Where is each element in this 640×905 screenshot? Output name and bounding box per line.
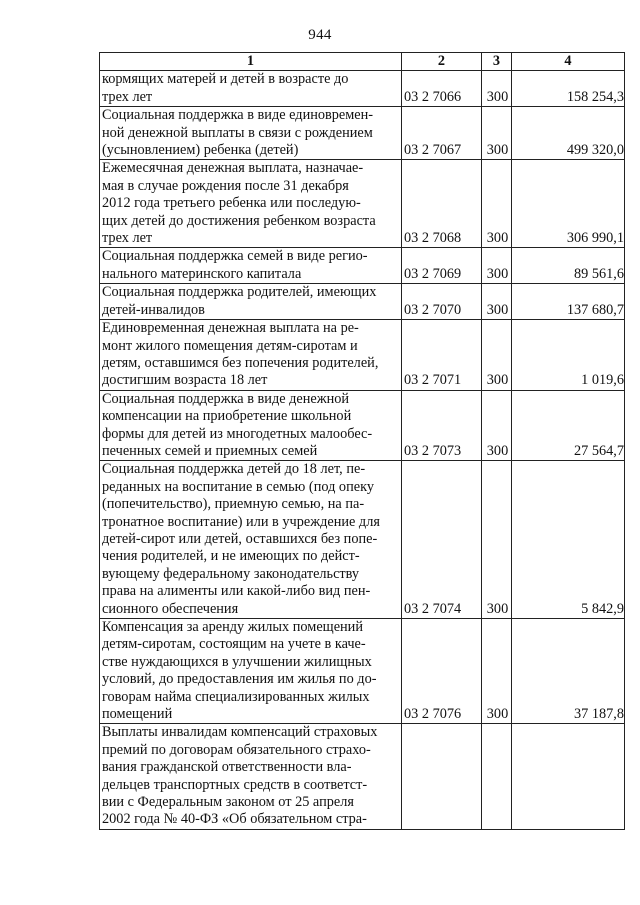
row-type: 300 — [482, 248, 512, 284]
row-description: Социальная поддержка родителей, имеющих детей-инвалидов — [100, 284, 402, 320]
row-type: 300 — [482, 71, 512, 107]
row-code: 03 2 7076 — [402, 619, 482, 724]
row-description: Единовременная денежная выплата на ре- монт жилого помещения детям-сиротам и детям, оставшимся без попечения родителей, достигшим возраста 18 лет — [100, 320, 402, 391]
table-row — [100, 724, 625, 829]
row-code: 03 2 7068 — [402, 160, 482, 248]
row-amount: 1 019,6 — [512, 320, 625, 391]
column-header-3: 3 — [482, 53, 512, 71]
row-amount: 499 320,0 — [512, 107, 625, 160]
row-amount: 137 680,7 — [512, 284, 625, 320]
row-code: 03 2 7074 — [402, 461, 482, 619]
column-header-2: 2 — [402, 53, 482, 71]
row-description: Социальная поддержка семей в виде регио- нального материнского капитала — [100, 248, 402, 284]
row-amount: 158 254,3 — [512, 71, 625, 107]
column-header-4: 4 — [512, 53, 625, 71]
row-description: Выплаты инвалидам компенсаций страховых премий по договорам обязательного страхо- вания гражданской ответственности вла- дельцев транспортных средств в соответст- вии с Федеральным законом от 25 апреля 2002 года № 40-ФЗ «Об обязательном стра- — [100, 724, 402, 829]
row-description: Социальная поддержка в виде денежной компенсации на приобретение школьной формы для детей из многодетных малообес- печенных семей и приемных семей — [100, 390, 402, 461]
row-type: 300 — [482, 284, 512, 320]
row-amount — [512, 724, 625, 829]
header-row — [100, 53, 625, 71]
row-description: Компенсация за аренду жилых помещений детям-сиротам, состоящим на учете в каче- стве нуждающихся в улучшении жилищных условий, до предоставления им жилья по до- говорам найма специализированных жилых помещений — [100, 619, 402, 724]
row-amount: 5 842,9 — [512, 461, 625, 619]
table-row — [100, 107, 625, 160]
row-description: кормящих матерей и детей в возрасте до трех лет — [100, 71, 402, 107]
row-amount: 37 187,8 — [512, 619, 625, 724]
row-description: Социальная поддержка детей до 18 лет, пе- реданных на воспитание в семью (под опеку (попечительство), приемную семью, на па- тронатное воспитание) или в учреждение для детей-сирот или детей, оставшихся без попе- чения родителей, и не имеющих по дейст- вующему федеральному законодательству права на алименты или какой-либо вид пен- сионного обеспечения — [100, 461, 402, 619]
row-type: 300 — [482, 107, 512, 160]
table-row — [100, 248, 625, 284]
table-body — [100, 71, 625, 829]
row-code: 03 2 7069 — [402, 248, 482, 284]
row-description: Ежемесячная денежная выплата, назначае- мая в случае рождения после 31 декабря 2012 года третьего ребенка или последую- щих детей до достижения ребенком возраста трех лет — [100, 160, 402, 248]
table-row — [100, 71, 625, 107]
column-header-1: 1 — [100, 53, 402, 71]
budget-table — [99, 52, 625, 830]
row-code: 03 2 7066 — [402, 71, 482, 107]
row-type: 300 — [482, 320, 512, 391]
row-code: 03 2 7073 — [402, 390, 482, 461]
row-type — [482, 724, 512, 829]
table-row — [100, 160, 625, 248]
row-type: 300 — [482, 461, 512, 619]
row-code: 03 2 7070 — [402, 284, 482, 320]
row-code: 03 2 7071 — [402, 320, 482, 391]
table-row — [100, 320, 625, 391]
row-type: 300 — [482, 619, 512, 724]
row-type: 300 — [482, 160, 512, 248]
row-amount: 27 564,7 — [512, 390, 625, 461]
row-amount: 89 561,6 — [512, 248, 625, 284]
row-code: 03 2 7067 — [402, 107, 482, 160]
table-header — [100, 53, 625, 71]
page-number: 944 — [308, 27, 332, 43]
row-amount: 306 990,1 — [512, 160, 625, 248]
row-description: Социальная поддержка в виде единовремен- ной денежной выплаты в связи с рождением (усыновлением) ребенка (детей) — [100, 107, 402, 160]
table-row — [100, 390, 625, 461]
table-row — [100, 619, 625, 724]
table-row — [100, 461, 625, 619]
row-type: 300 — [482, 390, 512, 461]
row-code — [402, 724, 482, 829]
table-row — [100, 284, 625, 320]
